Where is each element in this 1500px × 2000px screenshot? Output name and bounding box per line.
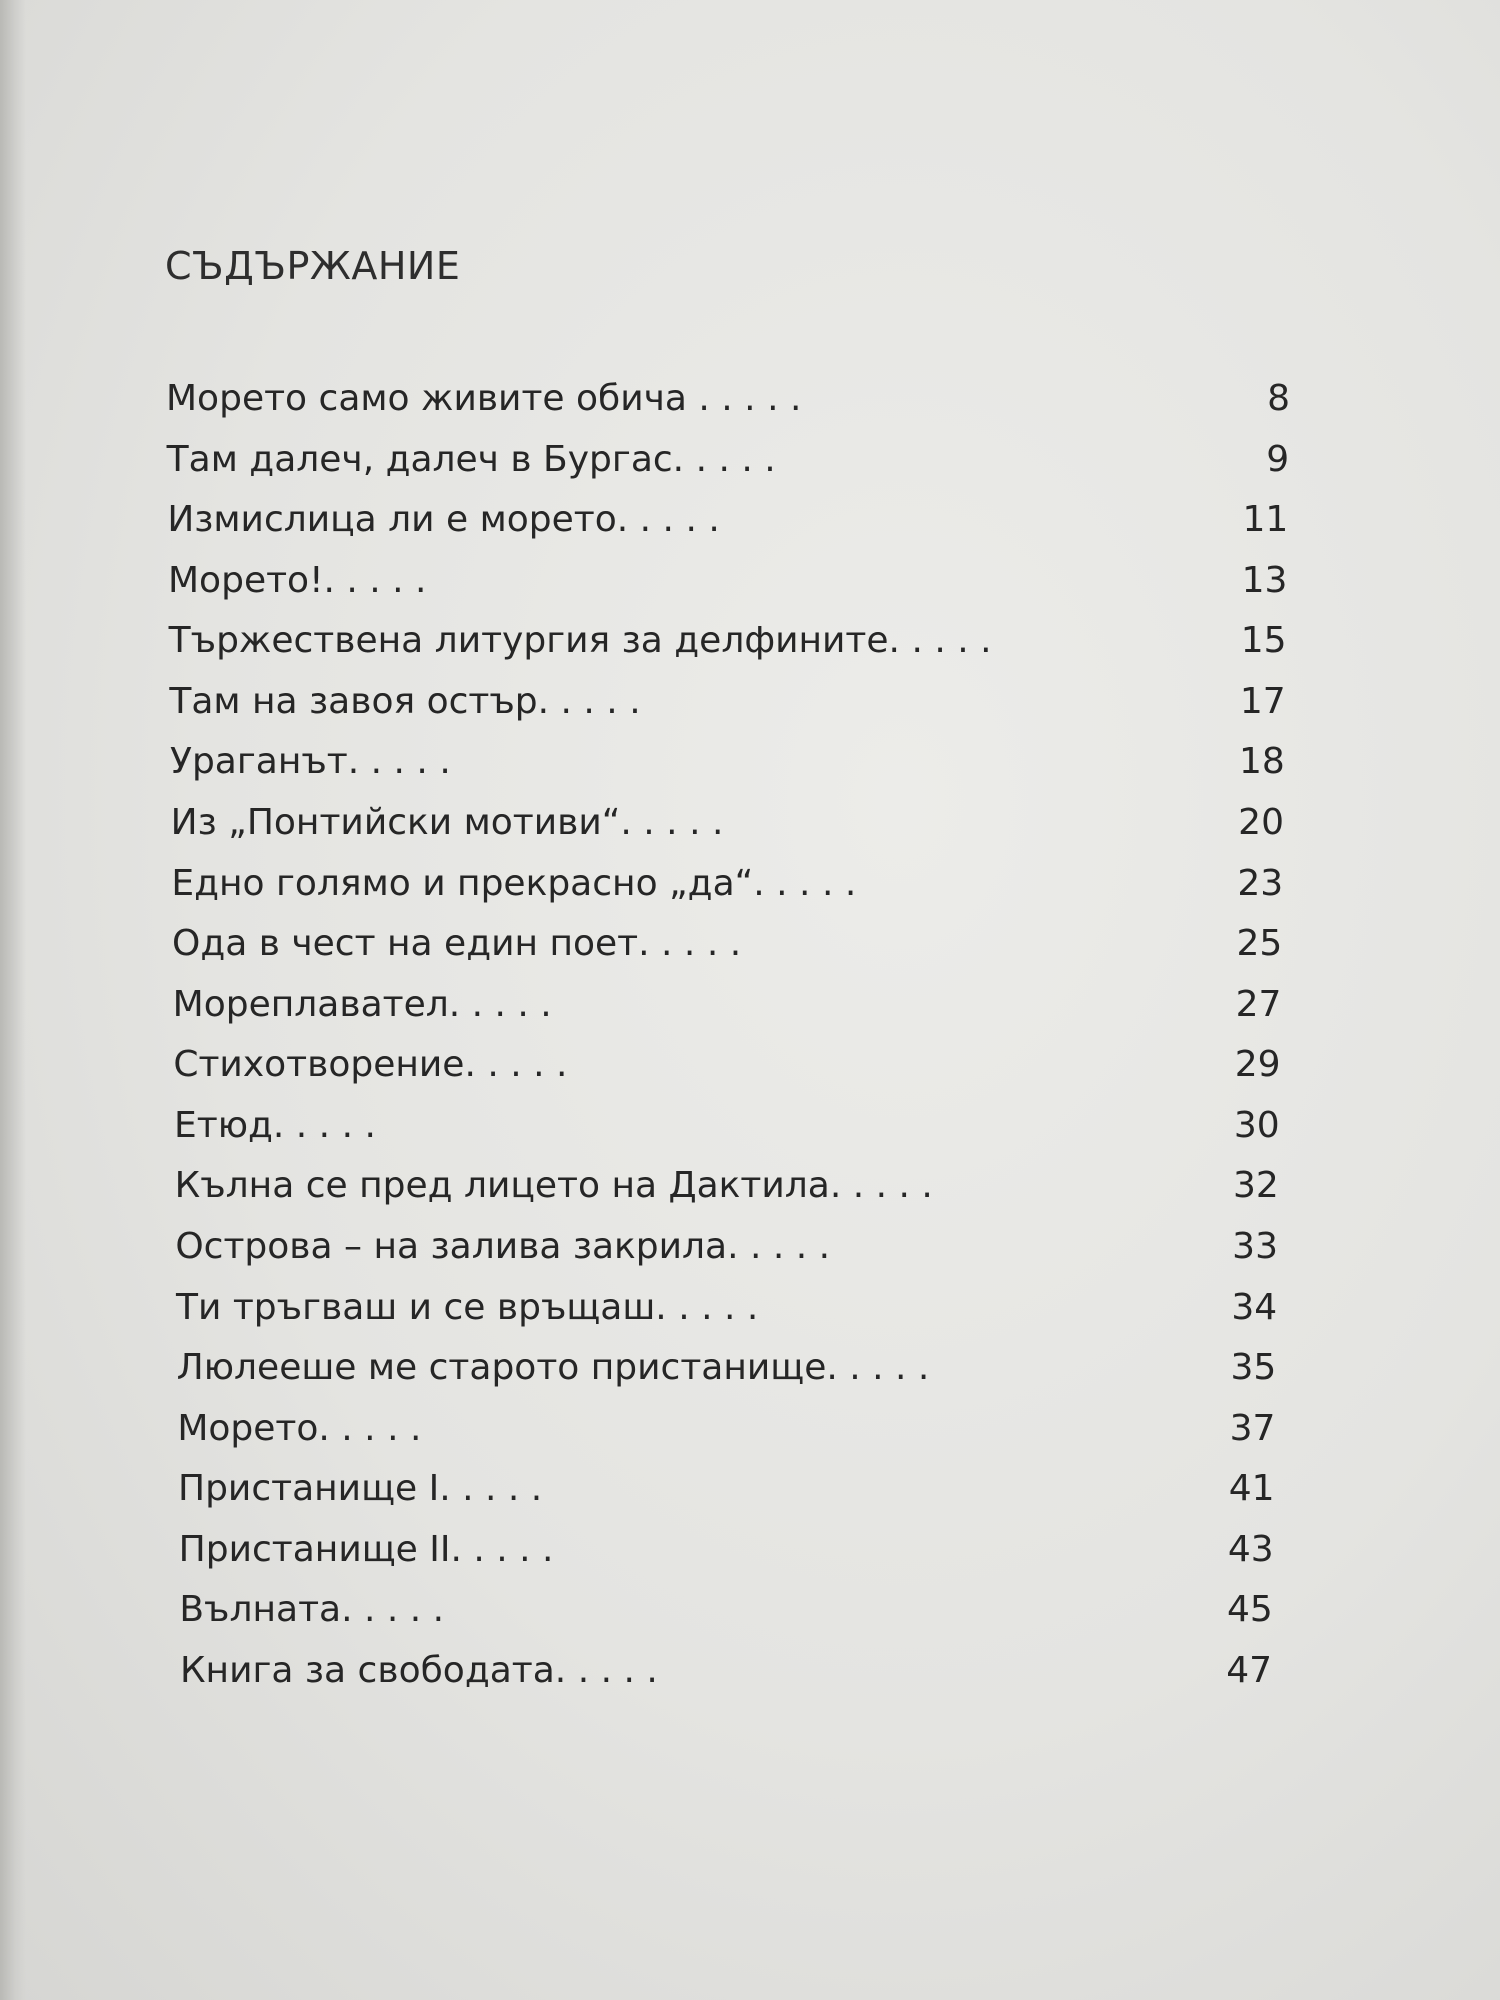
toc-entry: [177, 1408, 1275, 1460]
toc-entry: [169, 681, 1285, 733]
toc-entry-title: Етюд. . . . .: [174, 1104, 376, 1146]
toc-entry-title: Ураганът. . . . .: [170, 741, 451, 783]
toc-entry-title: Морето!. . . . .: [168, 559, 427, 601]
toc-entry-page-number: 45: [1227, 1589, 1273, 1631]
toc-entry-page-number: 32: [1233, 1165, 1279, 1207]
toc-entry-page-number: 15: [1240, 620, 1287, 662]
toc-entry-page-number: 29: [1234, 1044, 1281, 1086]
toc-entry-page-number: 30: [1233, 1104, 1280, 1146]
toc-entry-title: Вълната. . . . .: [179, 1589, 445, 1631]
toc-entry: [178, 1468, 1275, 1520]
toc-entry: [180, 1650, 1272, 1702]
toc-entry: [172, 923, 1282, 975]
toc-entry: [177, 1347, 1277, 1399]
toc-entry-page-number: 18: [1239, 741, 1285, 783]
toc-entry: [179, 1589, 1273, 1641]
toc-entry-title: Ода в чест на един поет. . . . .: [172, 923, 742, 965]
toc-entry-page-number: 11: [1242, 499, 1289, 541]
toc-entry-page-number: 9: [1266, 438, 1290, 480]
toc-entry-title: Кълна се пред лицето на Дактила. . . . .: [174, 1165, 933, 1207]
toc-entry: [168, 560, 1287, 612]
toc-entry-page-number: 33: [1232, 1226, 1278, 1267]
toc-entry: [173, 984, 1282, 1036]
toc-entry-page-number: 23: [1237, 862, 1284, 904]
toc-entry-title: Ти тръгваш и се връщаш. . . . .: [176, 1286, 759, 1328]
toc-entry-title: Пристанище I. . . . .: [178, 1468, 543, 1510]
toc-entry-title: Стихотворение. . . . .: [173, 1044, 568, 1086]
toc-entry-title: Люлееше ме старото пристанище. . . . .: [176, 1347, 930, 1389]
toc-entry-title: Измислица ли е морето. . . . .: [167, 499, 720, 541]
toc-entry: [173, 1044, 1280, 1096]
toc-entry-page-number: 35: [1230, 1347, 1277, 1389]
toc-entry-title: Пристанище II. . . . .: [178, 1528, 554, 1570]
toc-entry-page-number: 17: [1239, 680, 1286, 722]
table-of-contents-heading: СЪДЪРЖАНИЕ: [165, 244, 461, 288]
toc-entry-page-number: 8: [1267, 378, 1290, 419]
toc-entry-page-number: 47: [1226, 1650, 1272, 1691]
toc-entry-page-number: 37: [1229, 1407, 1276, 1449]
toc-entry-title: Там далеч, далеч в Бургас. . . . .: [166, 438, 776, 480]
toc-entry: [171, 802, 1284, 854]
toc-entry-title: Там на завоя остър. . . . .: [169, 680, 641, 722]
toc-entry: [167, 499, 1288, 551]
toc-entry-page-number: 27: [1235, 983, 1282, 1025]
toc-entry: [175, 1226, 1278, 1278]
toc-entry: [170, 741, 1285, 793]
toc-entry-title: Острова – на залива закрила. . . . .: [175, 1226, 831, 1267]
toc-entry-title: Тържествена литургия за делфините. . . . .: [168, 620, 992, 662]
toc-entry-page-number: 25: [1236, 923, 1283, 965]
toc-entry-title: Из „Понтийски мотиви“. . . . .: [170, 802, 724, 843]
toc-entry: [174, 1105, 1280, 1157]
toc-entry-page-number: 41: [1228, 1468, 1275, 1510]
toc-entry: [179, 1529, 1274, 1581]
toc-entry-page-number: 43: [1227, 1528, 1274, 1570]
toc-entry: [169, 620, 1287, 672]
toc-entry-title: Морето. . . . .: [177, 1407, 422, 1449]
toc-entry-title: Мореплавател. . . . .: [172, 983, 552, 1025]
toc-entry-title: Морето само живите обича . . . . .: [166, 378, 802, 419]
toc-entry: [167, 439, 1289, 491]
toc-entry: [166, 378, 1290, 430]
toc-entry: [171, 863, 1283, 915]
toc-entry-title: Книга за свободата. . . . .: [180, 1650, 658, 1691]
toc-entry-page-number: 13: [1241, 559, 1288, 601]
toc-entry-title: Едно голямо и прекрасно „да“. . . . .: [171, 862, 857, 904]
toc-entry-page-number: 34: [1231, 1286, 1278, 1328]
toc-entry-page-number: 20: [1238, 802, 1284, 843]
toc-entry: [176, 1287, 1277, 1339]
toc-entry: [175, 1165, 1279, 1217]
